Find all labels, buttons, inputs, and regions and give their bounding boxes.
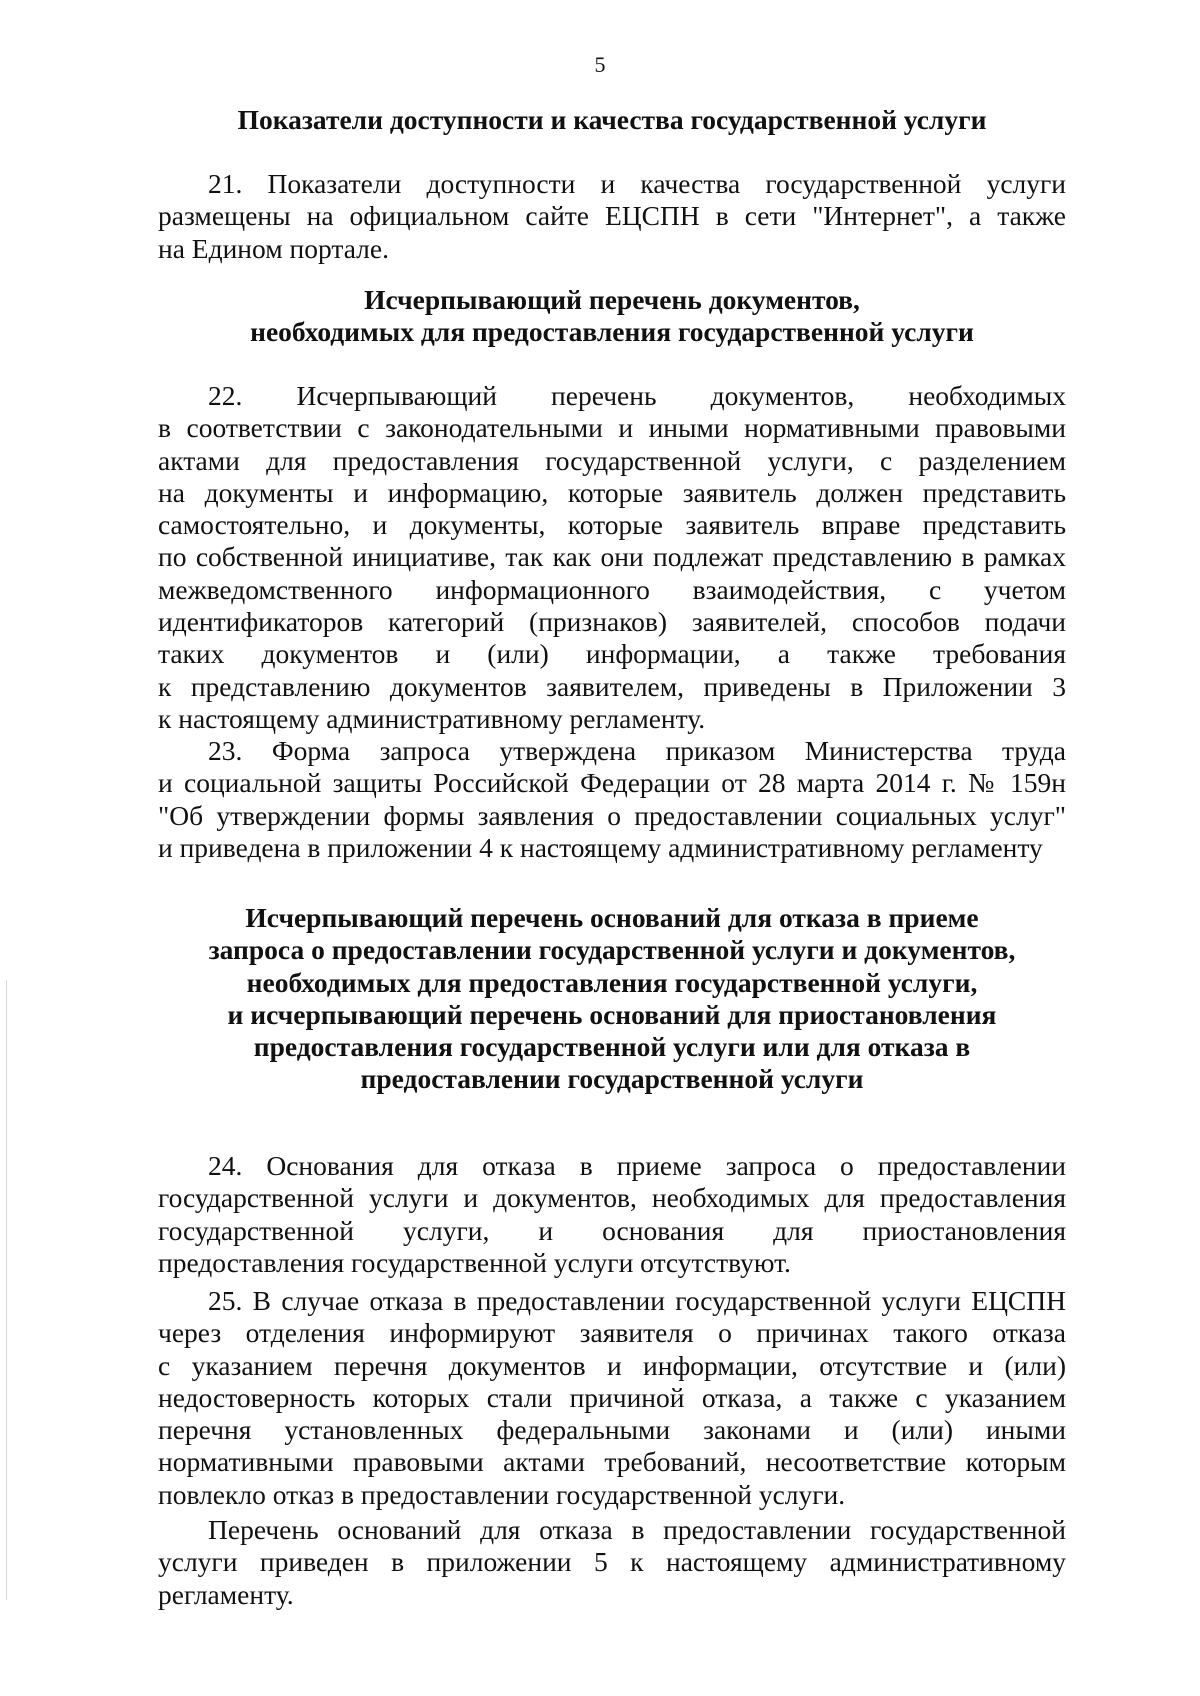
paragraph-line: регламенту. bbox=[158, 1578, 294, 1610]
paragraph-line: размещены на официальном сайте ЕЦСПН в сети "Интернет", а также bbox=[158, 200, 1066, 232]
paragraph-line: к настоящему административному регламенту. bbox=[158, 702, 706, 734]
paragraph-line: предоставления государственной услуги отсутствуют. bbox=[158, 1246, 791, 1278]
paragraph-line: Перечень оснований для отказа в предоставлении государственной bbox=[208, 1514, 1066, 1545]
paragraph-24 bbox=[158, 1150, 1066, 1279]
paragraph-25 bbox=[158, 1285, 1066, 1511]
section-heading bbox=[158, 104, 1066, 136]
paragraph-line: в соответствии с законодательными и иными нормативными правовыми bbox=[158, 412, 1066, 444]
heading-line: Исчерпывающий перечень документов, bbox=[364, 284, 860, 315]
paragraph-line: 25. В случае отказа в предоставлении государственной услуги ЕЦСПН bbox=[208, 1285, 1066, 1316]
section-heading bbox=[158, 902, 1066, 1096]
paragraph-line: 21. Показатели доступности и качества государственной услуги bbox=[208, 168, 1066, 199]
section-heading bbox=[158, 284, 1066, 349]
paragraph-line: нормативными правовыми актами требований, несоответствие которым bbox=[158, 1446, 1066, 1478]
paragraph-line: недостоверность которых стали причиной отказа, а также с указанием bbox=[158, 1381, 1066, 1413]
paragraph-line: идентификаторов категорий (признаков) заявителей, способов подачи bbox=[158, 606, 1066, 638]
paragraph-line: по собственной инициативе, так как они подлежат представлению в рамках bbox=[158, 541, 1066, 573]
paragraph-line: таких документов и (или) информации, а также требования bbox=[158, 638, 1066, 670]
paragraph-23 bbox=[158, 735, 1066, 864]
section-availability bbox=[158, 104, 1066, 136]
heading-line: предоставления государственной услуги или для отказа в bbox=[253, 1031, 971, 1063]
paragraph-line: и приведена в приложении 4 к настоящему административному регламенту bbox=[158, 831, 1043, 863]
heading-line: и исчерпывающий перечень оснований для приостановления bbox=[227, 998, 997, 1030]
scan-margin-line bbox=[6, 980, 7, 1600]
paragraph-line: самостоятельно, и документы, которые заявитель вправе представить bbox=[158, 509, 1066, 541]
paragraph-21 bbox=[158, 168, 1066, 265]
paragraph-line: к представлению документов заявителем, приведены в Приложении 3 bbox=[158, 670, 1066, 702]
page-number: 5 bbox=[594, 52, 606, 77]
heading-line: необходимых для предоставления государственной услуги, bbox=[246, 966, 978, 998]
paragraph-line: перечня установленных федеральными законами и (или) иными bbox=[158, 1414, 1066, 1446]
paragraph-line: "Об утверждении формы заявления о предоставлении социальных услуг" bbox=[158, 799, 1066, 831]
paragraph-line: услуги приведен в приложении 5 к настоящему административному bbox=[158, 1546, 1066, 1578]
paragraph-22 bbox=[158, 380, 1066, 735]
heading-line: запроса о предоставлении государственной услуги и документов, bbox=[208, 934, 1016, 966]
paragraph-line: через отделения информируют заявителя о причинах такого отказа bbox=[158, 1317, 1066, 1349]
heading-line: необходимых для предоставления государственной услуги bbox=[250, 316, 974, 348]
heading-line: предоставлении государственной услуги bbox=[360, 1063, 864, 1095]
paragraph-line: на документы и информацию, которые заявитель должен представить bbox=[158, 476, 1066, 508]
paragraph-line: 23. Форма запроса утверждена приказом Министерства труда bbox=[208, 735, 1066, 766]
paragraph-line: государственной услуги, и основания для приостановления bbox=[158, 1214, 1066, 1246]
paragraph-line: 22. Исчерпывающий перечень документов, необходимых bbox=[208, 380, 1066, 411]
paragraph-refusal-list bbox=[158, 1514, 1066, 1611]
paragraph-line: с указанием перечня документов и информации, отсутствие и (или) bbox=[158, 1349, 1066, 1381]
paragraph-line: государственной услуги и документов, необходимых для предоставления bbox=[158, 1182, 1066, 1214]
paragraph-line: межведомственного информационного взаимодействия, с учетом bbox=[158, 573, 1066, 605]
section-documents-list bbox=[158, 284, 1066, 349]
heading-line: Показатели доступности и качества государственной услуги bbox=[237, 104, 987, 135]
paragraph-line: на Едином портале. bbox=[158, 232, 389, 264]
paragraph-line: актами для предоставления государственной услуги, с разделением bbox=[158, 444, 1066, 476]
paragraph-line: и социальной защиты Российской Федерации от 28 марта 2014 г. № 159н bbox=[158, 767, 1066, 799]
heading-line: Исчерпывающий перечень оснований для отказа в приеме bbox=[245, 902, 979, 933]
paragraph-line: 24. Основания для отказа в приеме запроса о предоставлении bbox=[208, 1150, 1066, 1181]
paragraph-line: повлекло отказ в предоставлении государственной услуги. bbox=[158, 1478, 846, 1510]
section-refusal-grounds bbox=[158, 902, 1066, 1096]
